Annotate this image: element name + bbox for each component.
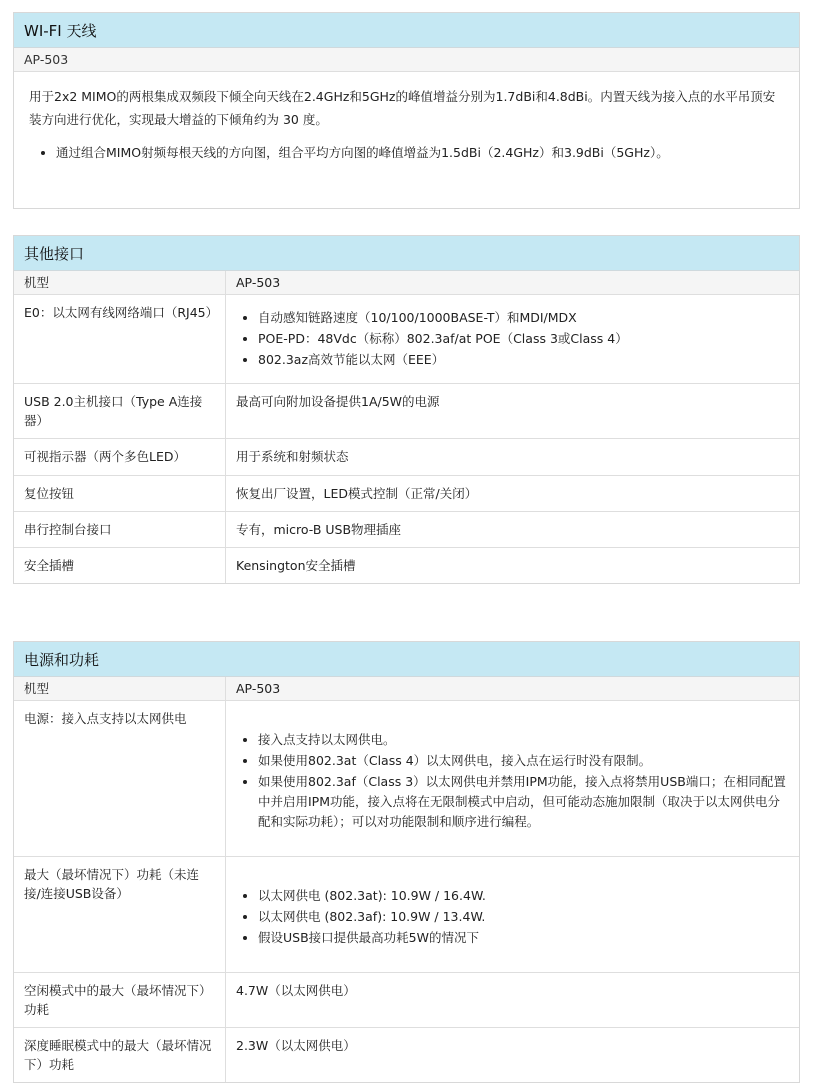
spec-value: 专有，micro-B USB物理插座 bbox=[236, 522, 402, 537]
section-header bbox=[14, 236, 799, 271]
spec-label: 空闲模式中的最大（最坏情况下）功耗 bbox=[14, 973, 226, 1027]
bullet-item: • 通过组合MIMO射频每根天线的方向图，组合平均方向图的峰值增益为1.5dBi（2.4GHz）和3.9dBi（5GHz）。 bbox=[56, 141, 784, 164]
bullet-item: • 自动感知链路速度（10/100/1000BASE-T）和MDI/MDX bbox=[258, 308, 789, 328]
column-header-row bbox=[14, 271, 799, 294]
spec-value: 4.7W（以太网供电） bbox=[236, 983, 356, 998]
spec-value bbox=[226, 857, 799, 972]
bullet-item: • 假设USB接口提供最高功耗5W的情况下 bbox=[258, 928, 789, 948]
spec-row-power-source bbox=[14, 700, 799, 856]
bullet-list bbox=[236, 308, 789, 370]
bullet-item: • POE-PD：48Vdc（标称）802.3af/at POE（Class 3或Class 4） bbox=[258, 329, 789, 349]
bullet-item: • 如果使用802.3at（Class 4）以太网供电，接入点在运行时没有限制。 bbox=[258, 751, 789, 771]
bullet-item: • 以太网供电 (802.3af): 10.9W / 13.4W. bbox=[258, 907, 789, 927]
spec-row-ethernet-port bbox=[14, 294, 799, 383]
spec-label: 安全插槽 bbox=[14, 548, 226, 583]
bullet-item: • 如果使用802.3af（Class 3）以太网供电并禁用IPM功能，接入点将禁用USB端口；在相同配置中并启用IPM功能，接入点将在无限制模式中启动，但可能动态施加限制（取决于以太网供电分配和实际功耗）；可以对功能限制和顺序进行编程。 bbox=[258, 772, 789, 832]
spec-row-deep-sleep-power bbox=[14, 1027, 799, 1082]
spec-value bbox=[226, 701, 799, 856]
spec-row-max-power bbox=[14, 856, 799, 972]
spec-value: 用于系统和射频状态 bbox=[236, 449, 349, 464]
bullet-list bbox=[236, 886, 789, 948]
spec-label: 串行控制台接口 bbox=[14, 512, 226, 547]
antenna-paragraph: 用于2x2 MIMO的两根集成双频段下倾全向天线在2.4GHz和5GHz的峰值增益分别为1.7dBi和4.8dBi。内置天线为接入点的水平吊顶安装方向进行优化，实现最大增益的下倾角约为 30 度。 bbox=[29, 89, 776, 127]
spec-row-idle-power bbox=[14, 972, 799, 1027]
section-power bbox=[13, 641, 800, 1083]
column-header-model: 机型 bbox=[14, 271, 226, 294]
column-header-row bbox=[14, 677, 799, 700]
bullet-item: • 接入点支持以太网供电。 bbox=[258, 730, 789, 750]
spec-label: 可视指示器（两个多色LED） bbox=[14, 439, 226, 475]
section-title: WI-FI 天线 bbox=[24, 21, 97, 40]
model-name: AP-503 bbox=[24, 52, 69, 67]
section-header bbox=[14, 642, 799, 677]
spec-label: 电源：接入点支持以太网供电 bbox=[14, 701, 226, 856]
spec-label: USB 2.0主机接口（Type A连接器） bbox=[14, 384, 226, 438]
section-title: 电源和功耗 bbox=[24, 650, 100, 669]
section-other-interfaces bbox=[13, 235, 800, 584]
spec-row-reset-button bbox=[14, 475, 799, 511]
spec-value: 恢复出厂设置，LED模式控制（正常/关闭） bbox=[236, 486, 478, 501]
section-title: 其他接口 bbox=[24, 244, 85, 263]
spec-label: E0：以太网有线网络端口（RJ45） bbox=[14, 295, 226, 383]
model-subheader-row bbox=[14, 48, 799, 72]
antenna-bullet-list bbox=[29, 141, 784, 164]
spec-label: 深度睡眠模式中的最大（最坏情况下）功耗 bbox=[14, 1028, 226, 1082]
section-header bbox=[14, 13, 799, 48]
bullet-item: • 以太网供电 (802.3at): 10.9W / 16.4W. bbox=[258, 886, 789, 906]
spec-row-usb bbox=[14, 383, 799, 438]
antenna-description-cell bbox=[14, 72, 799, 208]
column-header-model: 机型 bbox=[14, 677, 226, 700]
section-wifi-antenna bbox=[13, 12, 800, 209]
spec-value: 2.3W（以太网供电） bbox=[236, 1038, 356, 1053]
spec-value: Kensington安全插槽 bbox=[236, 558, 356, 573]
spec-value: 最高可向附加设备提供1A/5W的电源 bbox=[236, 394, 440, 409]
spec-row-led-indicators bbox=[14, 438, 799, 475]
column-header-value: AP-503 bbox=[236, 681, 281, 696]
spec-label: 最大（最坏情况下）功耗（未连接/连接USB设备） bbox=[14, 857, 226, 972]
spec-label: 复位按钮 bbox=[14, 476, 226, 511]
bullet-item: • 802.3az高效节能以太网（EEE） bbox=[258, 350, 789, 370]
column-header-value: AP-503 bbox=[236, 275, 281, 290]
spec-row-security-slot bbox=[14, 547, 799, 583]
spec-value bbox=[226, 295, 799, 383]
spec-row-serial-console bbox=[14, 511, 799, 547]
bullet-list bbox=[236, 730, 789, 832]
